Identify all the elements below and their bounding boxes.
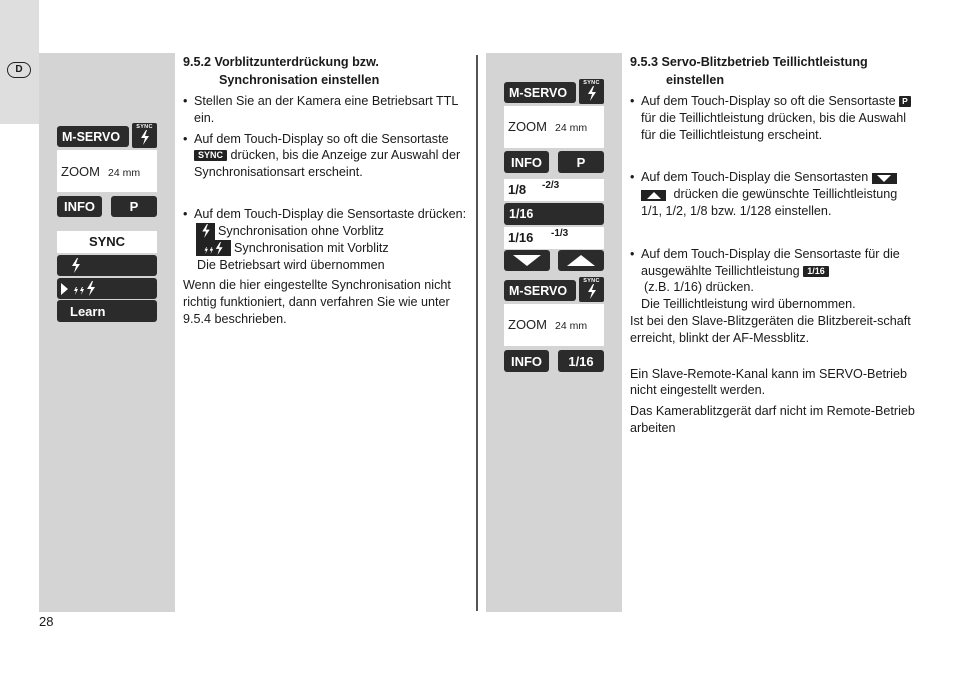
ratio-value: 1/16 (508, 230, 534, 245)
sync-indicator[interactable] (579, 79, 604, 104)
selection-arrow-icon (61, 283, 68, 295)
zoom-label: ZOOM (508, 317, 547, 332)
section-953-para2: Ein Slave-Remote-Kanal kann im SERVO-Betrieb nicht eingestellt werden. (630, 366, 907, 398)
section-953-bullet2-post: drücken die gewünschte Teillichtleistung 1/1, 1/2, 1/8 bzw. 1/128 einstellen. (641, 187, 898, 218)
up-button[interactable] (558, 250, 604, 271)
sync-indicator[interactable] (132, 123, 157, 148)
triangle-down-icon (513, 255, 541, 266)
info-button[interactable]: INFO (57, 196, 102, 217)
zoom-label: ZOOM (61, 164, 100, 179)
zoom-value: 24 mm (555, 122, 588, 134)
section-952-bullet3: Auf dem Touch-Display die Sensortaste drücken: (194, 206, 467, 221)
option-no-preflash-text: Synchronisation ohne Vorblitz (218, 223, 384, 238)
zoom-label: ZOOM (508, 119, 547, 134)
ratio-row[interactable] (504, 179, 604, 201)
ratio-value: 1/8 (508, 182, 527, 197)
preflash-icon (73, 281, 97, 296)
list-item: • Auf dem Touch-Display die Sensortaste für die ausgewählte Teillichtleistung 1/16 (z.B. 1/16) drücken. Die Teillichtleistung wird übernommen. (630, 246, 900, 312)
section-953-bullet1-post: für die Teillichtleistung drücken, bis die Auswahl für die Teillichtleistung erscheint. (641, 110, 907, 142)
section-952-heading (183, 54, 473, 89)
mode-label: M-SERVO (57, 126, 129, 147)
list-item: • Auf dem Touch-Display so oft die Sensortaste P für die Teillichtleistung drücken, bis die Auswahl für die Teillichtleistung erscheint. (630, 93, 915, 143)
sync-key-badge: SYNC (194, 150, 227, 161)
list-item: • Auf dem Touch-Display die Sensortaste drücken: (183, 206, 467, 221)
section-953-bullet1-pre: Auf dem Touch-Display so oft die Sensortaste (641, 94, 896, 108)
ratio-row[interactable] (504, 227, 604, 249)
ratio-exponent: -2/3 (542, 180, 560, 191)
zoom-panel (504, 106, 604, 148)
flash-icon (71, 258, 81, 273)
section-953-bullet3-post: (z.B. 1/16) drücken. (644, 280, 754, 295)
ratio-row-selected[interactable]: 1/16 (504, 203, 604, 225)
option-result: Die Betriebsart wird übernommen (197, 257, 385, 272)
section-953-bullet2-pre: Auf dem Touch-Display die Sensortasten (641, 170, 869, 185)
sync-option-no-preflash[interactable] (57, 255, 157, 276)
list-item: • Auf dem Touch-Display so oft die Sensortaste SYNC drücken, bis die Anzeige zur Auswahl der Synchronisationsart erscheint. (183, 131, 461, 180)
section-953-number: 9.5.3 (630, 55, 659, 69)
sync-indicator[interactable] (579, 277, 604, 302)
triangle-down-icon (872, 173, 897, 184)
p-key-badge: P (899, 96, 911, 107)
section-952-bullet1: Stellen Sie an der Kamera eine Betriebsart TTL ein. (194, 94, 458, 125)
sync-option-learn[interactable]: Learn (57, 300, 157, 322)
section-953-bullet3-result: Die Teillichtleistung wird übernommen. (641, 297, 856, 312)
sync-indicator-label: SYNC (583, 80, 600, 86)
ratio-button[interactable]: 1/16 (558, 350, 604, 372)
option-preflash (183, 240, 473, 257)
language-badge: D (7, 62, 31, 78)
section-953-body (630, 93, 915, 437)
triangle-up-icon (567, 255, 595, 266)
zoom-panel (57, 150, 157, 192)
triangle-up-icon (641, 190, 666, 201)
ratio-exponent: -1/3 (551, 228, 569, 239)
list-item: • Stellen Sie an der Kamera eine Betriebsart TTL ein. (183, 93, 473, 127)
info-button[interactable]: INFO (504, 151, 549, 173)
sync-option-preflash[interactable] (57, 278, 157, 299)
section-953-para1: Ist bei den Slave-Blitzgeräten die Blitzbereit-schaft erreicht, blinkt der AF-Messblitz. (630, 313, 911, 345)
option-no-preflash (183, 223, 473, 240)
section-952-note: Wenn die hier eingestellte Synchronisation nicht richtig funktioniert, dann verfahren Sie wie unter 9.5.4 beschrieben. (183, 278, 451, 326)
flash-icon (587, 284, 597, 299)
p-button[interactable]: P (558, 151, 604, 173)
down-button[interactable] (504, 250, 550, 271)
flash-icon (587, 86, 597, 101)
section-952-bullet2-post: drücken, bis die Anzeige zur Auswahl der Synchronisationsart erscheint. (194, 148, 461, 180)
mode-label: M-SERVO (504, 82, 576, 103)
column-divider (476, 55, 478, 611)
sync-indicator-label: SYNC (136, 124, 153, 130)
section-953-bullet3-pre: Auf dem Touch-Display die Sensortaste für die ausgewählte Teillichtleistung (641, 246, 900, 278)
section-953-heading (630, 54, 930, 89)
option-preflash-text: Synchronisation mit Vorblitz (234, 240, 389, 255)
section-952-number: 9.5.2 (183, 55, 212, 69)
zoom-value: 24 mm (108, 167, 141, 179)
p-button[interactable]: P (111, 196, 157, 217)
section-953-para3: Das Kamerablitzgerät darf nicht im Remote-Betrieb arbeiten (630, 404, 915, 435)
section-952-bullet2-pre: Auf dem Touch-Display so oft die Sensortaste (194, 131, 449, 146)
zoom-panel (504, 304, 604, 346)
flash-icon (140, 130, 150, 145)
sync-menu-title: SYNC (57, 231, 157, 253)
mode-label: M-SERVO (504, 280, 576, 301)
page-number: 28 (39, 614, 54, 629)
section-952-title-line1: Vorblitzunterdrückung bzw. (214, 55, 379, 69)
section-952-title-line2: Synchronisation einstellen (219, 72, 380, 87)
list-item: • Auf dem Touch-Display die Sensortasten drücken die gewünschte Teillichtleistung 1/1, 1/2, 1/8 bzw. 1/128 einstellen. (630, 170, 898, 218)
flash-icon (196, 223, 215, 240)
info-button[interactable]: INFO (504, 350, 549, 372)
section-952-body (183, 93, 473, 328)
preflash-icon (196, 240, 231, 256)
section-953-title-line2: einstellen (666, 72, 725, 87)
ratio-key-badge: 1/16 (803, 266, 829, 277)
zoom-value: 24 mm (555, 320, 588, 332)
section-953-title-line1: Servo-Blitzbetrieb Teillichtleistung (661, 55, 868, 69)
sync-indicator-label: SYNC (583, 278, 600, 284)
